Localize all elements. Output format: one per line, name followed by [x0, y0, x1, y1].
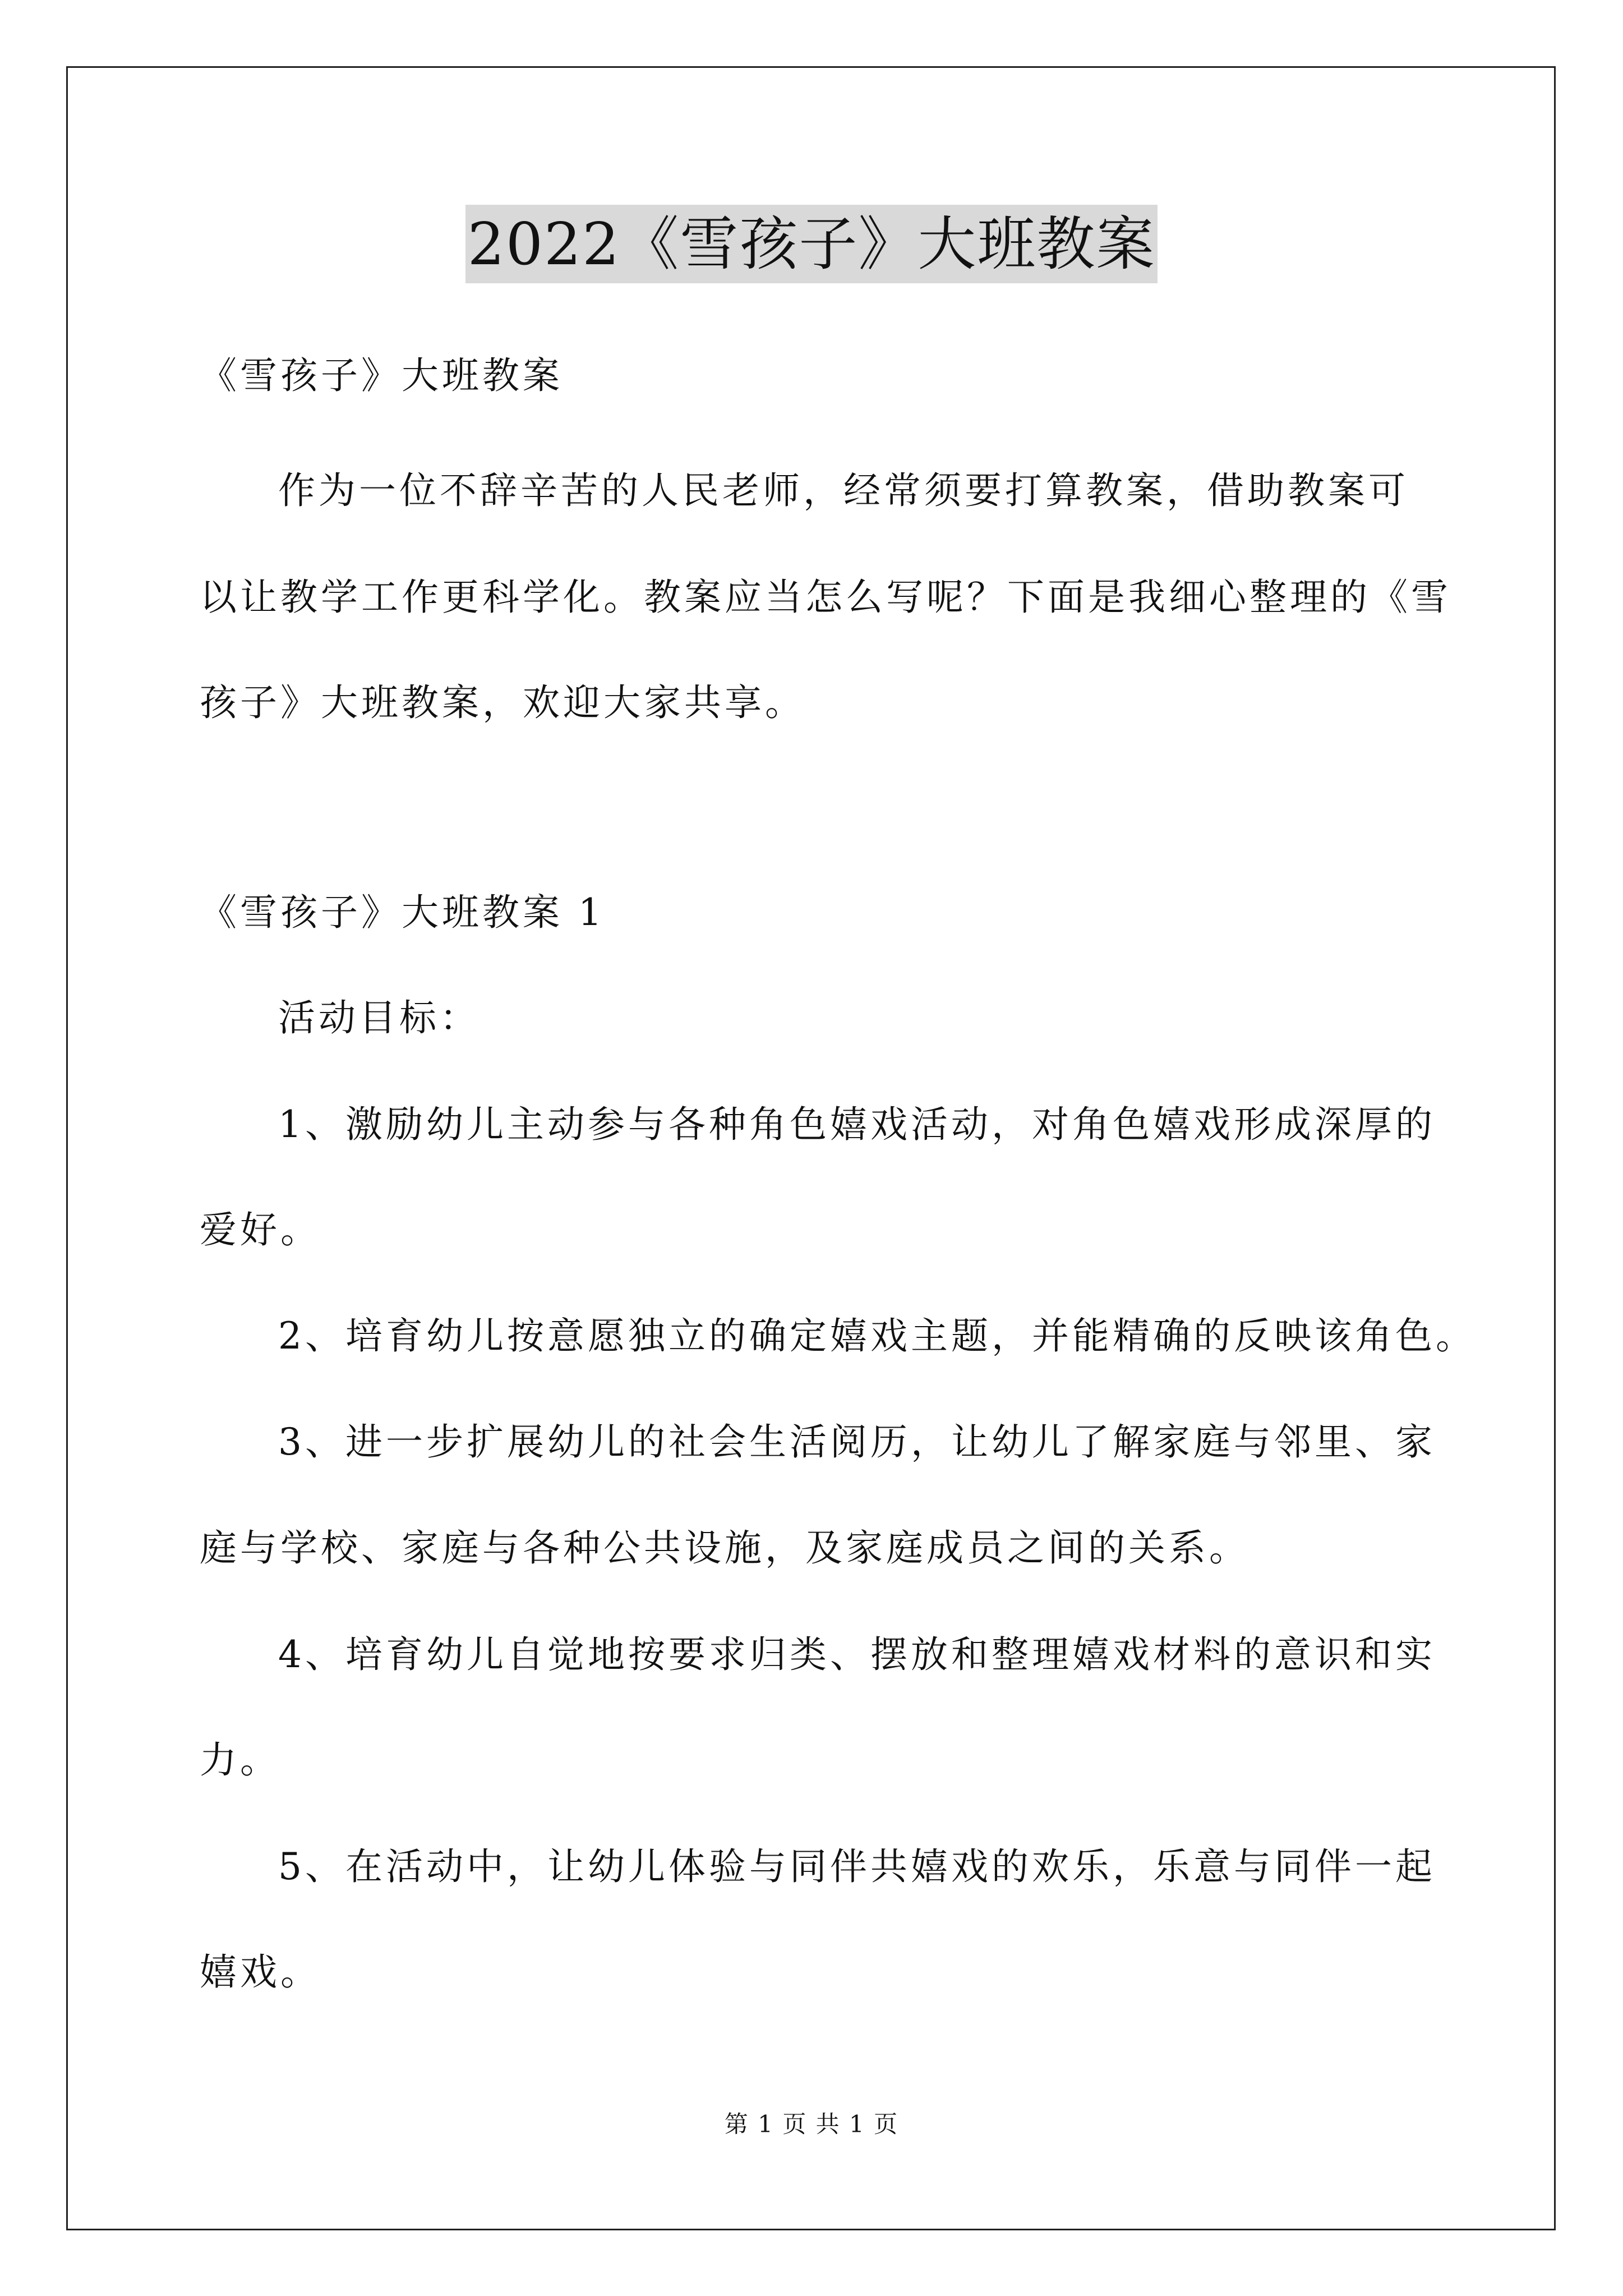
intro-line-2: 以让教学工作更科学化。教案应当怎么写呢？下面是我细心整理的《雪: [200, 576, 1451, 619]
goal-3-line-1: 3、进一步扩展幼儿的社会生活阅历，让幼儿了解家庭与邻里、家: [278, 1420, 1436, 1464]
goal-5-line-1: 5、在活动中，让幼儿体验与同伴共嬉戏的欢乐，乐意与同伴一起: [278, 1845, 1436, 1888]
goal-2-line-1: 2、培育幼儿按意愿独立的确定嬉戏主题，并能精确的反映该角色。: [278, 1314, 1476, 1358]
section-heading: 《雪孩子》大班教案 1: [200, 891, 605, 934]
title-container: [0, 205, 1623, 283]
subtitle: 《雪孩子》大班教案: [200, 354, 563, 397]
intro-line-1: 作为一位不辞辛苦的人民老师，经常须要打算教案，借助教案可: [278, 469, 1409, 512]
document-title: 2022《雪孩子》大班教案: [465, 205, 1158, 283]
goal-1-line-1: 1、激励幼儿主动参与各种角色嬉戏活动，对角色嬉戏形成深厚的: [278, 1103, 1436, 1146]
page-footer: 第 1 页 共 1 页: [724, 2110, 899, 2138]
goal-3-line-2: 庭与学校、家庭与各种公共设施，及家庭成员之间的关系。: [200, 1526, 1249, 1570]
intro-line-3: 孩子》大班教案，欢迎大家共享。: [200, 681, 805, 724]
goals-heading: 活动目标：: [278, 996, 480, 1039]
goal-5-line-2: 嬉戏。: [200, 1950, 321, 1994]
goal-1-line-2: 爱好。: [200, 1208, 321, 1251]
goal-4-line-1: 4、培育幼儿自觉地按要求归类、摆放和整理嬉戏材料的意识和实: [278, 1633, 1436, 1676]
goal-4-line-2: 力。: [200, 1738, 280, 1782]
